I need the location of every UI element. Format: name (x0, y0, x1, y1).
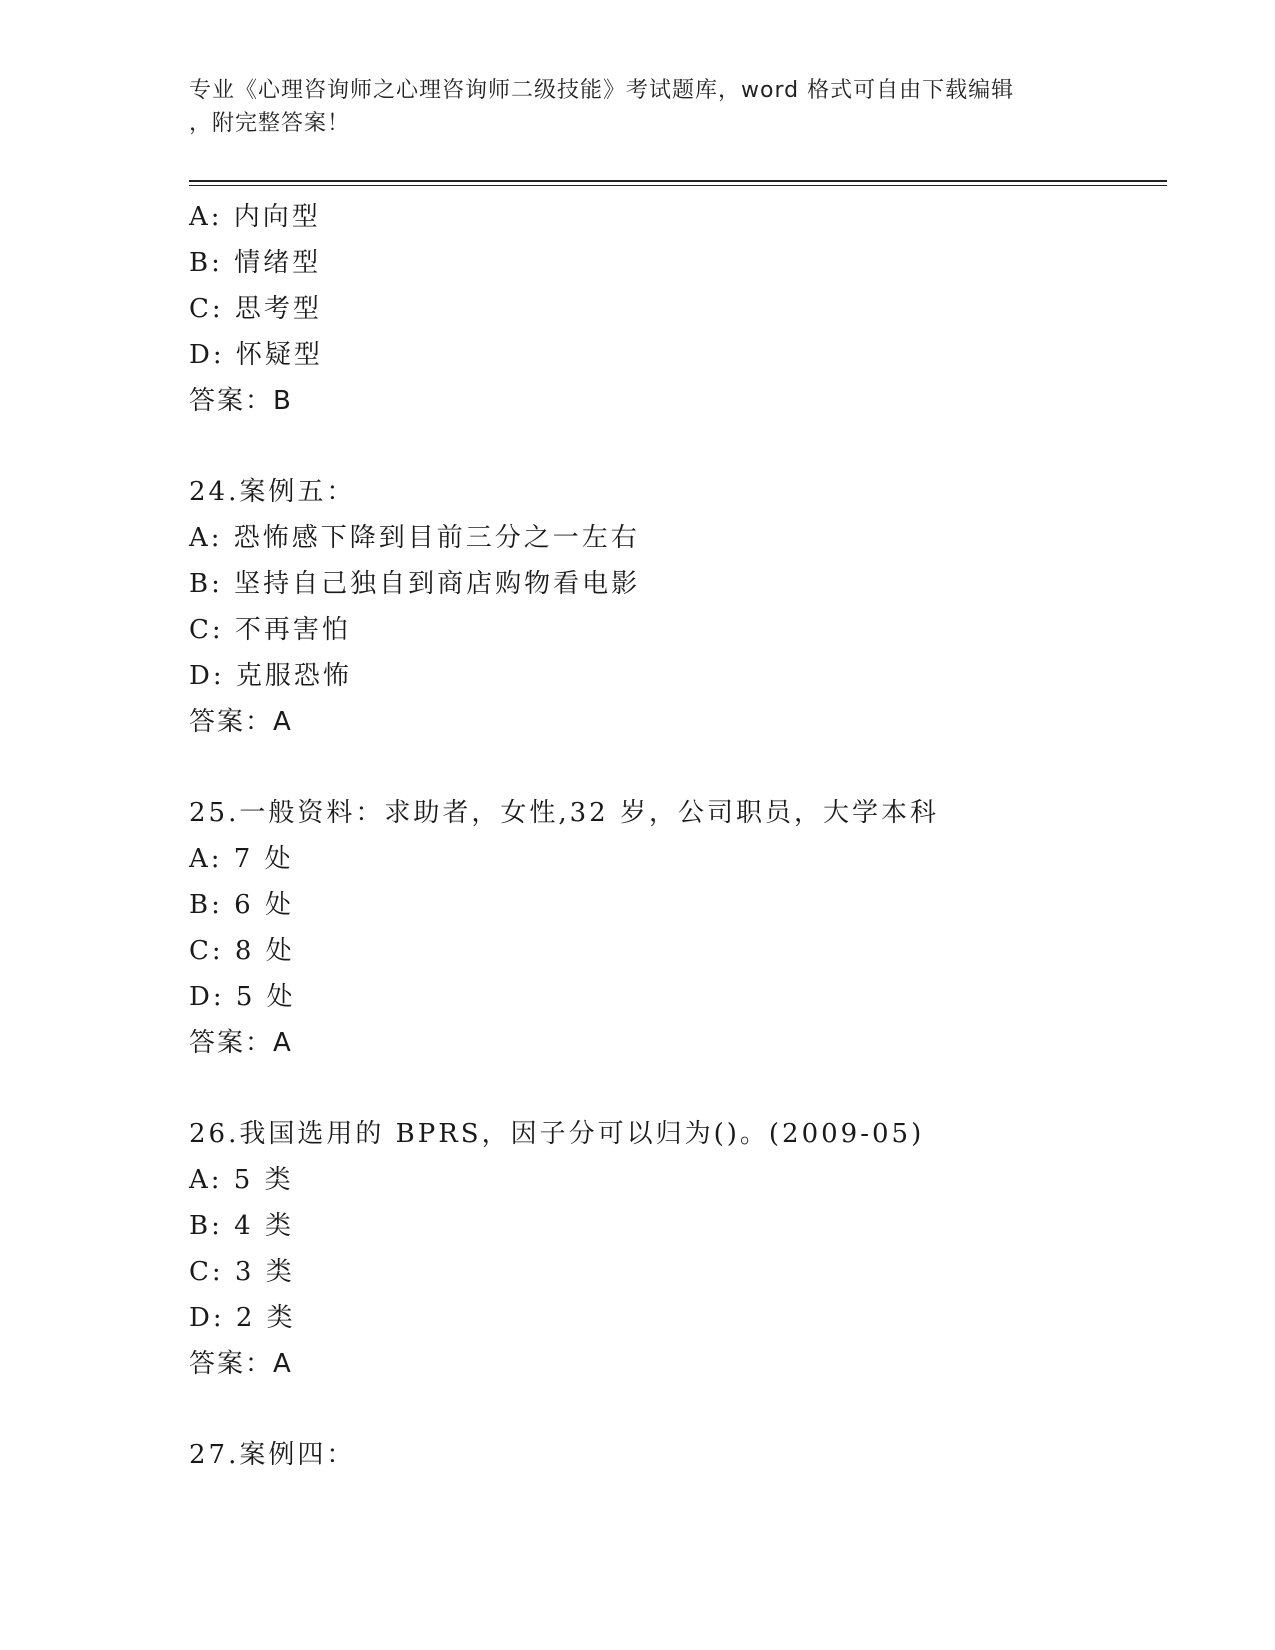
option-c: C: 8 处 (189, 936, 295, 966)
question-title: 26.我国选用的 BPRS，因子分可以归为()。(2009-05) (189, 1119, 925, 1149)
option-d: D: 5 处 (189, 982, 296, 1012)
option-c: C: 3 类 (189, 1257, 295, 1287)
option-b: B: 坚持自己独自到商店购物看电影 (189, 569, 641, 599)
answer: 答案：A (189, 707, 293, 737)
question-title: 25.一般资料：求助者，女性,32 岁，公司职员，大学本科 (189, 798, 939, 828)
option-b: B: 4 类 (189, 1211, 294, 1241)
question-title: 27.案例四： (189, 1440, 356, 1470)
answer: 答案：B (189, 386, 293, 416)
option-d: D: 克服恐怖 (189, 661, 352, 691)
answer: 答案：A (189, 1349, 293, 1379)
option-a: A: 7 处 (189, 844, 294, 874)
spacer (189, 1066, 1167, 1111)
header-divider-thick (189, 180, 1167, 182)
question-23 (189, 194, 1167, 424)
document-header (189, 74, 1089, 140)
option-d: D: 2 类 (189, 1303, 296, 1333)
question-list (189, 194, 1167, 1478)
option-b: B: 6 处 (189, 890, 294, 920)
option-a: A: 5 类 (189, 1165, 294, 1195)
option-c: C: 不再害怕 (189, 615, 351, 645)
option-b: B: 情绪型 (189, 248, 322, 278)
option-d: D: 怀疑型 (189, 340, 323, 370)
question-title: 24.案例五： (189, 477, 356, 507)
spacer (189, 1387, 1167, 1432)
spacer (189, 424, 1167, 469)
question-27 (189, 1432, 1167, 1478)
header-line-2: ，附完整答案！ (189, 111, 351, 136)
option-c: C: 思考型 (189, 294, 322, 324)
header-line-1: 专业《心理咨询师之心理咨询师二级技能》考试题库，word 格式可自由下载编辑 (189, 78, 1015, 103)
header-divider-thin (189, 185, 1167, 186)
option-a: A: 恐怖感下降到目前三分之一左右 (189, 523, 640, 553)
question-25 (189, 790, 1167, 1066)
spacer (189, 745, 1167, 790)
answer: 答案：A (189, 1028, 293, 1058)
question-26 (189, 1111, 1167, 1387)
option-a: A: 内向型 (189, 202, 321, 232)
question-24 (189, 469, 1167, 745)
